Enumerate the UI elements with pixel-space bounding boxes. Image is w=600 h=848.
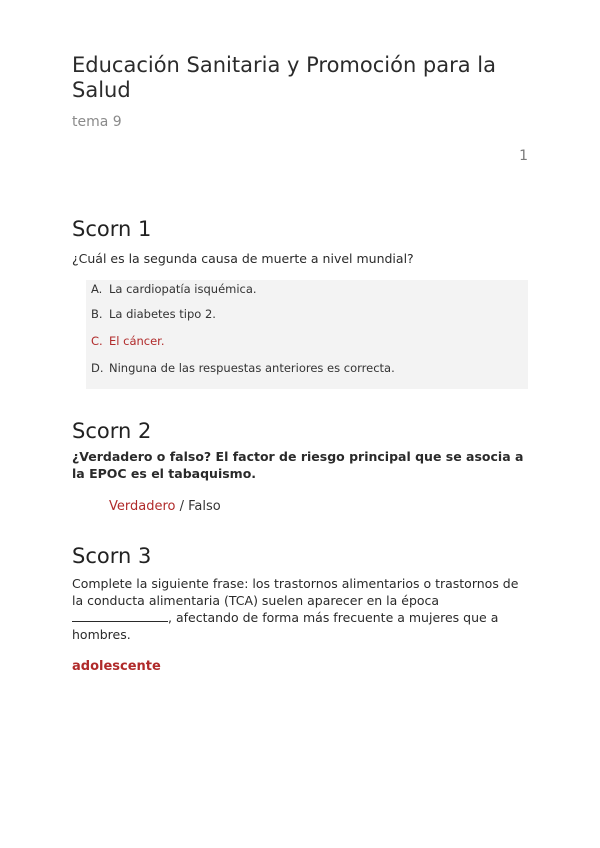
document-title: Educación Sanitaria y Promoción para la Salud — [72, 53, 497, 102]
fill-answer: adolescente — [72, 659, 161, 674]
answer-false: Falso — [188, 499, 221, 514]
section-3-question — [72, 575, 528, 643]
option-a — [91, 282, 257, 296]
option-c-letter: C. — [91, 334, 103, 348]
answer-true: Verdadero — [109, 499, 176, 514]
answer-separator: / — [175, 499, 189, 514]
section-1-options — [86, 280, 528, 389]
option-b-text: La diabetes tipo 2. — [109, 307, 216, 321]
option-a-text: La cardiopatía isquémica. — [109, 282, 257, 296]
option-b-letter: B. — [91, 307, 103, 321]
section-1-question: ¿Cuál es la segunda causa de muerte a nivel mundial? — [72, 251, 414, 266]
page-number: 1 — [519, 148, 528, 164]
section-2-title: Scorn 2 — [72, 419, 152, 443]
option-a-letter: A. — [91, 282, 103, 296]
option-d — [91, 361, 395, 375]
option-c-correct — [91, 334, 165, 348]
fill-blank — [72, 609, 168, 622]
document-subtitle: tema 9 — [72, 114, 122, 130]
true-false-answer — [109, 499, 221, 514]
option-d-text: Ninguna de las respuestas anteriores es correcta. — [109, 361, 395, 375]
section-2-question: ¿Verdadero o falso? El factor de riesgo principal que se asocia a la EPOC es el tabaquismo. — [72, 449, 524, 481]
option-c-text: El cáncer. — [109, 334, 165, 348]
option-d-letter: D. — [91, 361, 104, 375]
option-b — [91, 307, 216, 321]
section-1-title: Scorn 1 — [72, 217, 152, 241]
section-3-title: Scorn 3 — [72, 544, 152, 568]
question-part-1: Complete la siguiente frase: los trastornos alimentarios o trastornos de la conducta alimentaria (TCA) suelen aparecer en la época — [72, 576, 519, 608]
question-part-2: , afectando de forma más frecuente a mujeres que a hombres. — [72, 610, 499, 642]
